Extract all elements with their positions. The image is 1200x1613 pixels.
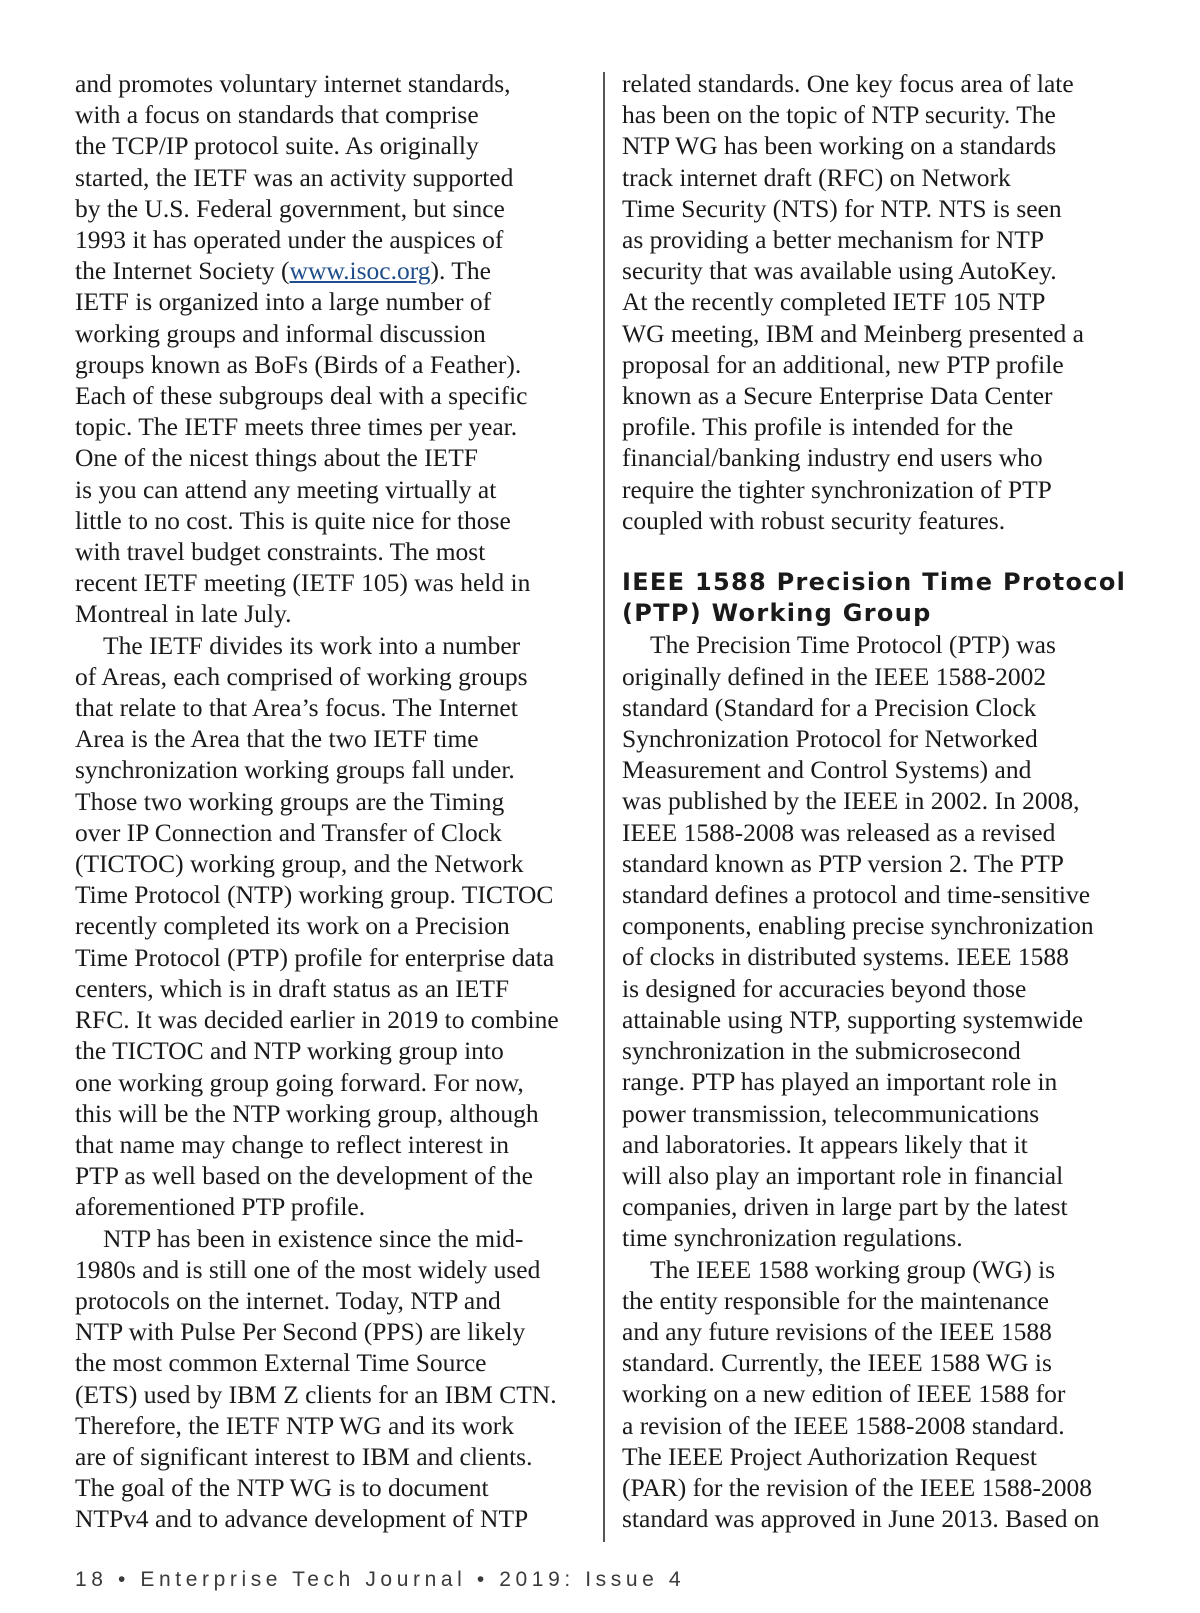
text-line: financial/banking industry end users who [622, 443, 1043, 473]
text-line: synchronization in the submicrosecond [622, 1036, 1021, 1066]
text-line: of Areas, each comprised of working groups [75, 661, 528, 691]
text-line: standard. Currently, the IEEE 1588 WG is [622, 1348, 1052, 1378]
text-line [75, 255, 595, 286]
text-line: little to no cost. This is quite nice for those [75, 505, 511, 535]
text-line: is you can attend any meeting virtually at [75, 474, 497, 504]
text-line: recent IETF meeting (IETF 105) was held in [75, 568, 531, 598]
text-line: this will be the NTP working group, although [75, 1098, 539, 1128]
text-line: and any future revisions of the IEEE 1588 [622, 1316, 1052, 1346]
text-line: security that was available using AutoKey. [622, 256, 1057, 286]
text-line: IEEE 1588-2008 was released as a revised [622, 817, 1056, 847]
text-line: proposal for an additional, new PTP profile [622, 349, 1064, 379]
text-line: The Precision Time Protocol (PTP) was [650, 630, 1056, 660]
text-line: profile. This profile is intended for the [622, 412, 1014, 442]
text-line: (TICTOC) working group, and the Network [75, 849, 524, 879]
text-line: coupled with robust security features. [622, 505, 1006, 535]
text-line: will also play an important role in financial [622, 1160, 1064, 1190]
text-line: aforementioned PTP profile. [75, 1192, 366, 1222]
text-line: power transmission, telecommunications [622, 1098, 1040, 1128]
text-line: recently completed its work on a Precision [75, 911, 510, 941]
text-line: the TICTOC and NTP working group into [75, 1036, 504, 1066]
text-line: groups known as BoFs (Birds of a Feather). [75, 349, 522, 379]
text-line: Time Protocol (NTP) working group. TICTOC [75, 880, 554, 910]
text-line: One of the nicest things about the IETF [75, 443, 478, 473]
text-line: Montreal in late July. [75, 599, 292, 629]
text-line: Measurement and Control Systems) and [622, 755, 1032, 785]
paragraph [75, 68, 595, 630]
text-line: standard defines a protocol and time-sensitive [622, 880, 1091, 910]
text-line: of clocks in distributed systems. IEEE 1588 [622, 942, 1069, 972]
text-line: Time Security (NTS) for NTP. NTS is seen [622, 193, 1062, 223]
text-line: topic. The IETF meets three times per year. [75, 412, 518, 442]
text-line: Each of these subgroups deal with a specific [75, 381, 528, 411]
section-heading [622, 567, 1132, 629]
text-line: NTP has been in existence since the mid- [103, 1223, 524, 1253]
text-line: (PAR) for the revision of the IEEE 1588-2008 [622, 1472, 1093, 1502]
text-line: WG meeting, IBM and Meinberg presented a [622, 318, 1084, 348]
link-suffix-text: ). The [430, 256, 491, 286]
text-line: synchronization working groups fall under. [75, 755, 515, 785]
paragraph [622, 1254, 1132, 1535]
text-line: time synchronization regulations. [622, 1223, 963, 1253]
right-column [622, 68, 1132, 1534]
text-line: working on a new edition of IEEE 1588 for [622, 1379, 1066, 1409]
link-prefix-text: the Internet Society ( [75, 256, 290, 286]
left-column [75, 68, 595, 1535]
text-line: with travel budget constraints. The most [75, 537, 486, 567]
text-line: The goal of the NTP WG is to document [75, 1473, 489, 1503]
text-line: 1980s and is still one of the most widely used [75, 1254, 541, 1284]
text-line: the TCP/IP protocol suite. As originally [75, 131, 479, 161]
text-line: the most common External Time Source [75, 1348, 487, 1378]
text-line: the entity responsible for the maintenance [622, 1285, 1049, 1315]
text-line: RFC. It was decided earlier in 2019 to combine [75, 1005, 559, 1035]
paragraph [75, 1223, 595, 1535]
text-line: was published by the IEEE in 2002. In 2008, [622, 786, 1080, 816]
heading-line: IEEE 1588 Precision Time Protocol [622, 568, 1127, 597]
text-line: and laboratories. It appears likely that it [622, 1129, 1028, 1159]
text-line: known as a Secure Enterprise Data Center [622, 381, 1053, 411]
heading-line: (PTP) Working Group [622, 599, 932, 628]
text-line: over IP Connection and Transfer of Clock [75, 817, 502, 847]
text-line: is designed for accuracies beyond those [622, 973, 1027, 1003]
text-line: centers, which is in draft status as an IETF [75, 973, 510, 1003]
text-line: and promotes voluntary internet standards, [75, 69, 511, 98]
text-line: Therefore, the IETF NTP WG and its work [75, 1410, 515, 1440]
text-line: At the recently completed IETF 105 NTP [622, 287, 1046, 317]
text-line: one working group going forward. For now, [75, 1067, 524, 1097]
text-line: Time Protocol (PTP) profile for enterprise data [75, 942, 555, 972]
text-line: companies, driven in large part by the latest [622, 1192, 1068, 1222]
text-line: with a focus on standards that comprise [75, 100, 479, 130]
text-line: IETF is organized into a large number of [75, 287, 492, 317]
text-line: The IEEE Project Authorization Request [622, 1441, 1037, 1471]
text-line: attainable using NTP, supporting systemwide [622, 1004, 1084, 1034]
text-line: that name may change to reflect interest in [75, 1129, 510, 1159]
column-divider [603, 72, 605, 1542]
text-line: protocols on the internet. Today, NTP and [75, 1285, 501, 1315]
text-line: a revision of the IEEE 1588-2008 standard. [622, 1410, 1065, 1440]
text-line: PTP as well based on the development of the [75, 1161, 533, 1191]
text-line: by the U.S. Federal government, but since [75, 193, 505, 223]
page-footer: 18 • Enterprise Tech Journal • 2019: Issue 4 [75, 1568, 686, 1591]
text-line: range. PTP has played an important role in [622, 1067, 1058, 1097]
text-line: components, enabling precise synchronization [622, 911, 1094, 941]
text-line: NTP WG has been working on a standards [622, 131, 1057, 161]
text-line: The IEEE 1588 working group (WG) is [650, 1254, 1056, 1284]
text-line: NTP with Pulse Per Second (PPS) are likely [75, 1317, 526, 1347]
paragraph [622, 629, 1132, 1253]
text-line: standard (Standard for a Precision Clock [622, 692, 1037, 722]
text-line: (ETS) used by IBM Z clients for an IBM CTN. [75, 1379, 557, 1409]
text-line: standard known as PTP version 2. The PTP [622, 848, 1064, 878]
text-line: track internet draft (RFC) on Network [622, 162, 1011, 192]
text-line: standard was approved in June 2013. Based on [622, 1504, 1100, 1534]
text-line: NTPv4 and to advance development of NTP [75, 1504, 529, 1534]
paragraph [622, 68, 1132, 536]
text-line: Those two working groups are the Timing [75, 786, 505, 816]
text-line: that relate to that Area’s focus. The Internet [75, 693, 518, 723]
text-line: Area is the Area that the two IETF time [75, 724, 479, 754]
text-line: as providing a better mechanism for NTP [622, 225, 1045, 255]
text-line: has been on the topic of NTP security. The [622, 100, 1056, 130]
text-line: started, the IETF was an activity supported [75, 162, 514, 192]
isoc-link[interactable]: www.isoc.org [289, 256, 431, 286]
section-gap [622, 536, 1132, 567]
paragraph [75, 630, 595, 1223]
text-line: 1993 it has operated under the auspices of [75, 225, 504, 255]
text-line: are of significant interest to IBM and clients. [75, 1441, 533, 1471]
text-line: originally defined in the IEEE 1588-2002 [622, 661, 1047, 691]
text-line: require the tighter synchronization of PTP [622, 474, 1052, 504]
text-line: related standards. One key focus area of late [622, 69, 1074, 98]
text-line: working groups and informal discussion [75, 318, 486, 348]
text-line: The IETF divides its work into a number [103, 630, 521, 660]
text-line: Synchronization Protocol for Networked [622, 724, 1038, 754]
